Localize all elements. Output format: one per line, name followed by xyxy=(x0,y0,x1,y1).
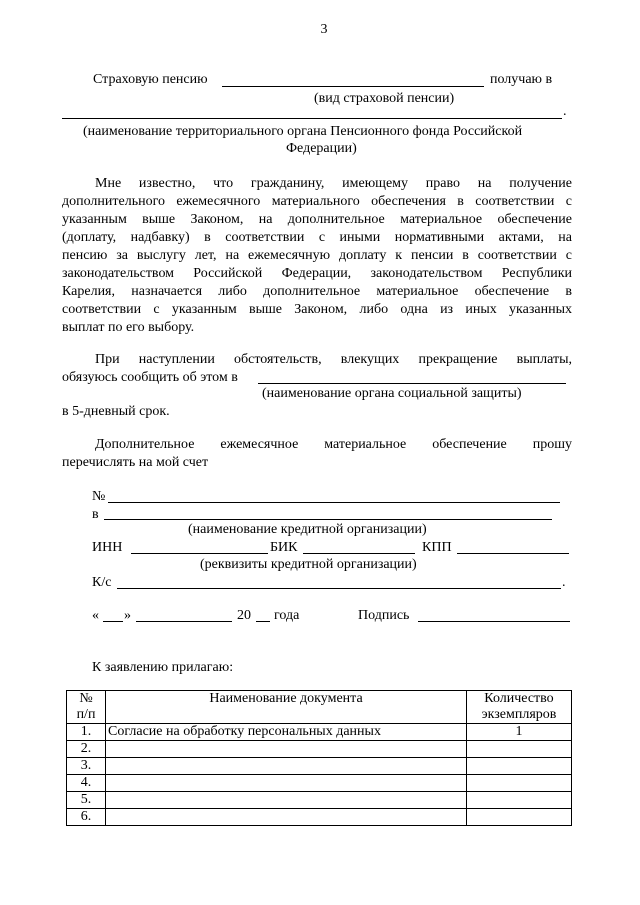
pension-type-field[interactable] xyxy=(222,86,484,87)
bank-name-hint: (наименование кредитной организации) xyxy=(188,522,427,537)
inn-label: ИНН xyxy=(92,540,123,555)
row-document-name[interactable] xyxy=(106,792,467,809)
row-count[interactable] xyxy=(467,809,572,826)
date-close-quote: » xyxy=(124,608,131,623)
awareness-line-2: дополнительного ежемесячного материального обеспечения в соответствии с xyxy=(62,194,572,209)
table-row xyxy=(67,758,572,775)
pension-organ-period: . xyxy=(563,104,567,119)
table-row xyxy=(67,809,572,826)
table-row xyxy=(67,792,572,809)
date-year-prefix: 20 xyxy=(237,608,251,623)
bik-label: БИК xyxy=(270,540,298,555)
row-num: 2. xyxy=(67,741,106,758)
pension-label: Страховую пенсию xyxy=(93,72,208,87)
kpp-label: КПП xyxy=(422,540,452,555)
pension-receive-label: получаю в xyxy=(490,72,553,87)
table-row xyxy=(67,775,572,792)
table-header-row xyxy=(67,691,572,724)
pension-organ-hint-1: (наименование территориального органа Пенсионного фонда Российской xyxy=(83,124,523,139)
pension-organ-field[interactable] xyxy=(62,118,562,119)
row-count[interactable] xyxy=(467,775,572,792)
notify-line-3: в 5-дневный срок. xyxy=(62,404,170,419)
social-organ-field[interactable] xyxy=(258,383,566,384)
ks-label: К/с xyxy=(92,575,112,590)
pension-organ-hint-2: Федерации) xyxy=(286,141,357,156)
attachments-table xyxy=(66,690,572,826)
header-num: № п/п xyxy=(67,691,106,724)
bank-name-field[interactable] xyxy=(104,519,552,520)
row-count[interactable] xyxy=(467,758,572,775)
row-num: 6. xyxy=(67,809,106,826)
row-count[interactable]: 1 xyxy=(467,724,572,741)
ks-field[interactable] xyxy=(117,588,561,589)
awareness-line-8: соответствии с указанным выше Законом, либо одна из иных указанных xyxy=(62,302,572,317)
notify-line-1: При наступлении обстоятельств, влекущих прекращение выплаты, xyxy=(95,352,572,367)
row-document-name[interactable] xyxy=(106,758,467,775)
date-open-quote: « xyxy=(92,608,99,623)
row-num: 4. xyxy=(67,775,106,792)
transfer-line-1: Дополнительное ежемесячное материальное обеспечение прошу xyxy=(95,437,572,452)
awareness-line-6: законодательством Российской Федерации, законодательством Республики xyxy=(62,266,572,281)
attachments-heading: К заявлению прилагаю: xyxy=(92,660,234,675)
bank-label: в xyxy=(92,507,99,522)
row-document-name[interactable] xyxy=(106,741,467,758)
awareness-line-1: Мне известно, что гражданину, имеющему право на получение xyxy=(95,176,572,191)
row-document-name[interactable]: Согласие на обработку персональных данных xyxy=(106,724,467,741)
table-row xyxy=(67,741,572,758)
row-count[interactable] xyxy=(467,792,572,809)
social-organ-hint: (наименование органа социальной защиты) xyxy=(262,386,522,401)
header-name: Наименование документа xyxy=(106,691,467,724)
row-document-name[interactable] xyxy=(106,809,467,826)
pension-type-hint: (вид страховой пенсии) xyxy=(314,91,455,106)
row-num: 1. xyxy=(67,724,106,741)
table-row xyxy=(67,724,572,741)
bik-field[interactable] xyxy=(303,553,415,554)
date-month-field[interactable] xyxy=(136,621,232,622)
row-document-name[interactable] xyxy=(106,775,467,792)
notify-line-2: обязуюсь сообщить об этом в xyxy=(62,370,238,385)
signature-label: Подпись xyxy=(358,608,410,623)
account-number-field[interactable] xyxy=(108,502,560,503)
awareness-line-3: указанным выше Законом, на дополнительное материальное обеспечение xyxy=(62,212,572,227)
kpp-field[interactable] xyxy=(457,553,569,554)
awareness-line-7: Карелия, назначается либо дополнительное материальное обеспечение в xyxy=(62,284,572,299)
row-num: 5. xyxy=(67,792,106,809)
page-number: 3 xyxy=(320,22,328,37)
awareness-line-5: пенсию за выслугу лет, на ежемесячную доплату к пенсии в соответствии с xyxy=(62,248,572,263)
awareness-line-4: (доплату, надбавку) в соответствии с иными нормативными актами, на xyxy=(62,230,572,245)
inn-field[interactable] xyxy=(131,553,268,554)
row-count[interactable] xyxy=(467,741,572,758)
date-day-field[interactable] xyxy=(103,621,123,622)
awareness-line-9: выплат по его выбору. xyxy=(62,320,195,335)
ks-period: . xyxy=(562,575,566,590)
date-year-field[interactable] xyxy=(256,621,270,622)
account-label: № xyxy=(92,489,106,504)
row-num: 3. xyxy=(67,758,106,775)
signature-field[interactable] xyxy=(418,621,570,622)
date-year-suffix: года xyxy=(274,608,300,623)
requisites-hint: (реквизиты кредитной организации) xyxy=(200,557,417,572)
transfer-line-2: перечислять на мой счет xyxy=(62,455,209,470)
header-count: Количество экземпляров xyxy=(467,691,572,724)
